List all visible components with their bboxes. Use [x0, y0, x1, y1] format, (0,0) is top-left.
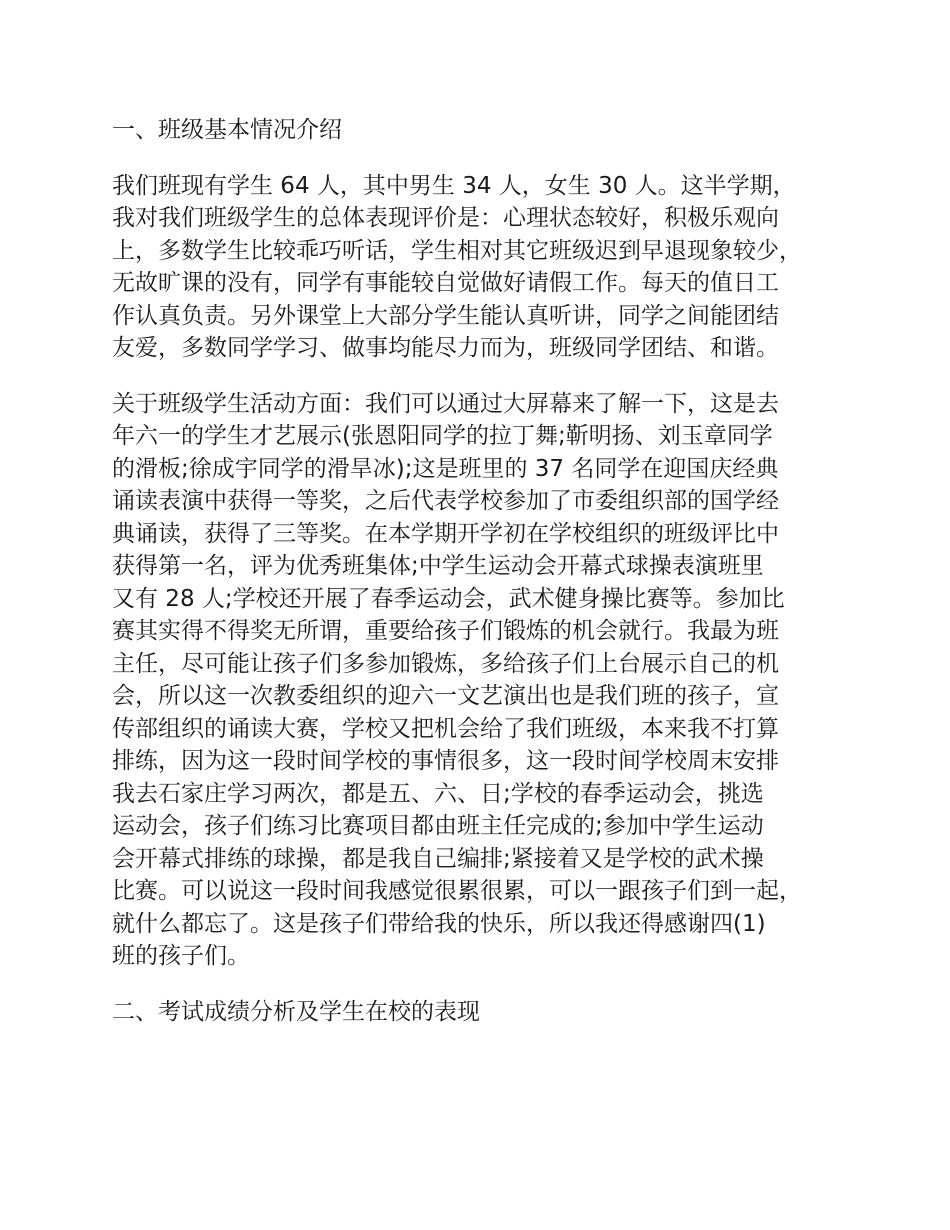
- text-line: 我们班现有学生 64 人，其中男生 34 人，女生 30 人。这半学期，: [112, 172, 796, 199]
- text-line: 运动会，孩子们练习比赛项目都由班主任完成的;参加中学生运动: [112, 813, 764, 839]
- text-line: 又有 28 人;学校还开展了春季运动会，武术健身操比赛等。参加比: [112, 585, 785, 612]
- heading-text: 二、考试成绩分析及学生在校的表现: [112, 998, 480, 1025]
- text-line: 主任，尽可能让孩子们多参加锻炼，多给孩子们上台展示自己的机: [112, 650, 779, 677]
- text-line: 获得第一名，评为优秀班集体;中学生运动会开幕式球操表演班里: [112, 553, 764, 579]
- text-line: 传部组织的诵读大赛，学校又把机会给了我们班级，本来我不打算: [112, 715, 779, 742]
- text-line: 年六一的学生才艺展示(张恩阳同学的拉丁舞;靳明扬、刘玉章同学: [112, 423, 773, 449]
- text-line: 排练，因为这一段时间学校的事情很多，这一段时间学校周末安排: [112, 748, 779, 774]
- text-line: 的滑板;徐成宇同学的滑旱冰);这是班里的 37 名同学在迎国庆经典: [112, 455, 779, 482]
- text-line: 作认真负责。另外课堂上大部分学生能认真听讲，同学之间能团结: [112, 302, 779, 329]
- text-line: 班的孩子们。: [112, 943, 250, 969]
- text-line: 赛其实得不得奖无所谓，重要给孩子们锻炼的机会就行。我最为班: [112, 618, 779, 644]
- text-line: 我去石家庄学习两次，都是五、六、日;学校的春季运动会，挑选: [112, 780, 764, 807]
- heading-text: 一、班级基本情况介绍: [112, 117, 342, 143]
- text-line: 上，多数学生比较乖巧听话，学生相对其它班级迟到早退现象较少，: [112, 237, 802, 264]
- text-line: 友爱，多数同学学习、做事均能尽力而为，班级同学团结、和谐。: [112, 335, 779, 361]
- text-line: 关于班级学生活动方面：我们可以通过大屏幕来了解一下，这是去: [112, 390, 779, 417]
- paragraph-class-overview: [112, 170, 862, 365]
- paragraph-class-activities: [112, 388, 862, 973]
- text-line: 无故旷课的没有，同学有事能较自觉做好请假工作。每天的值日工: [112, 270, 779, 296]
- document-body: [112, 114, 862, 1028]
- text-line: 会，所以这一次教委组织的迎六一文艺演出也是我们班的孩子，宣: [112, 683, 779, 709]
- text-line: 诵读表演中获得一等奖，之后代表学校参加了市委组织部的国学经: [112, 488, 779, 514]
- text-line: 就什么都忘了。这是孩子们带给我的快乐，所以我还得感谢四(1): [112, 910, 766, 937]
- text-line: 比赛。可以说这一段时间我感觉很累很累，可以一跟孩子们到一起，: [112, 878, 802, 904]
- text-line: 典诵读，获得了三等奖。在本学期开学初在学校组织的班级评比中: [112, 520, 779, 547]
- section-heading-2: [112, 996, 862, 1029]
- section-heading-1: [112, 114, 862, 147]
- text-line: 会开幕式排练的球操，都是我自己编排;紧接着又是学校的武术操: [112, 845, 764, 872]
- text-line: 我对我们班级学生的总体表现评价是：心理状态较好，积极乐观向: [112, 205, 779, 231]
